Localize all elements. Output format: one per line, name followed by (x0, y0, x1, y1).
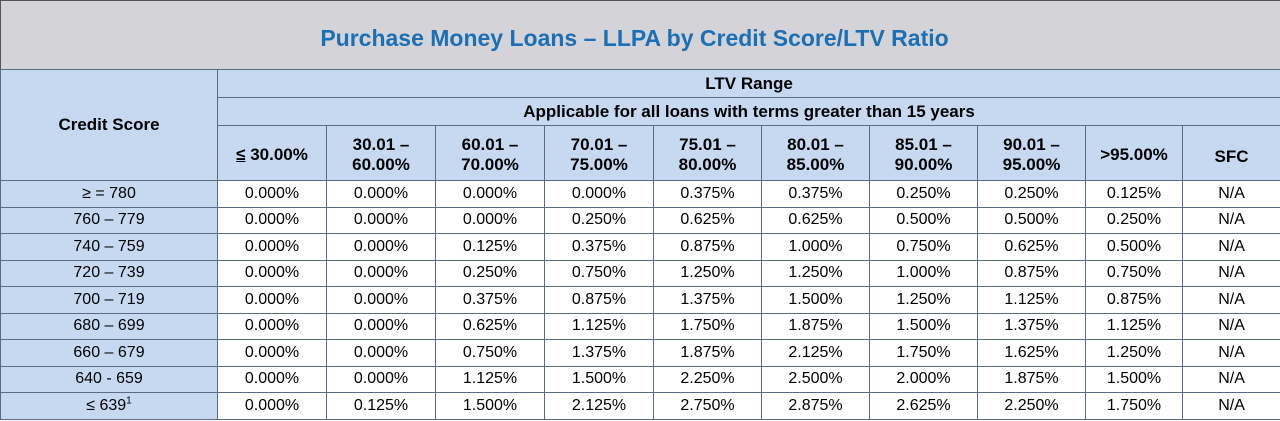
llpa-value-cell: 1.125% (978, 287, 1086, 314)
ltv-column-header (1183, 126, 1280, 181)
llpa-value-cell: 0.500% (1086, 234, 1183, 261)
column-header-line: 75.01 – (679, 134, 736, 154)
llpa-value-cell: 0.625% (436, 313, 545, 340)
ltv-column-header (762, 126, 870, 181)
llpa-value-cell: N/A (1183, 260, 1280, 287)
llpa-value-cell: 0.250% (978, 181, 1086, 208)
credit-score-cell (1, 207, 218, 234)
page-title: Purchase Money Loans – LLPA by Credit Score/LTV Ratio (320, 24, 949, 51)
llpa-value-cell: N/A (1183, 313, 1280, 340)
llpa-value-cell: 0.000% (218, 207, 327, 234)
llpa-value-cell: 0.000% (327, 287, 436, 314)
llpa-value-cell: 1.375% (654, 287, 762, 314)
llpa-value-cell: 1.750% (654, 313, 762, 340)
llpa-value-cell: 0.000% (327, 207, 436, 234)
column-header-line: 30.01 – (352, 134, 410, 154)
llpa-value-cell: 0.125% (327, 393, 436, 420)
llpa-value-cell: 0.000% (327, 181, 436, 208)
footnote-marker: 1 (126, 395, 132, 407)
table-row (1, 287, 1280, 314)
llpa-value-cell: 0.000% (218, 393, 327, 420)
table-row (1, 234, 1280, 261)
title-bar (0, 0, 1280, 70)
llpa-value-cell: 0.000% (218, 287, 327, 314)
llpa-value-cell: 0.000% (436, 181, 545, 208)
column-header-line: 90.00% (894, 154, 953, 174)
credit-score-label: 740 – 759 (73, 237, 145, 255)
llpa-value-cell: 2.625% (870, 393, 978, 420)
credit-score-cell (1, 366, 218, 393)
credit-score-header: Credit Score (1, 70, 218, 181)
llpa-value-cell: 0.750% (870, 234, 978, 261)
llpa-value-cell: 2.000% (870, 366, 978, 393)
llpa-value-cell: 0.000% (218, 181, 327, 208)
llpa-value-cell: 0.625% (762, 207, 870, 234)
llpa-value-cell: 2.875% (762, 393, 870, 420)
llpa-value-cell: 0.000% (327, 366, 436, 393)
llpa-value-cell: 0.875% (545, 287, 654, 314)
column-header-line: 70.00% (461, 154, 519, 174)
llpa-value-cell: 1.875% (762, 313, 870, 340)
llpa-value-cell: 0.000% (218, 260, 327, 287)
llpa-value-cell: 1.500% (762, 287, 870, 314)
llpa-value-cell: N/A (1183, 340, 1280, 367)
ltv-range-header: LTV Range (218, 70, 1280, 98)
llpa-value-cell: 0.000% (218, 340, 327, 367)
llpa-value-cell: N/A (1183, 366, 1280, 393)
table-row (1, 260, 1280, 287)
table-header (1, 70, 1280, 181)
llpa-value-cell: 1.125% (1086, 313, 1183, 340)
llpa-value-cell: 1.750% (870, 340, 978, 367)
column-header-line: 80.01 – (787, 134, 844, 154)
llpa-value-cell: 0.000% (327, 260, 436, 287)
llpa-value-cell: 0.875% (978, 260, 1086, 287)
llpa-value-cell: 1.500% (436, 393, 545, 420)
llpa-value-cell: 0.250% (436, 260, 545, 287)
llpa-value-cell: 0.125% (1086, 181, 1183, 208)
credit-score-label: ≤ 639 (86, 396, 127, 414)
llpa-value-cell: 1.250% (654, 260, 762, 287)
table-row (1, 366, 1280, 393)
ltv-column-header (327, 126, 436, 181)
column-header-line: 60.01 – (461, 134, 519, 154)
llpa-value-cell: 2.250% (978, 393, 1086, 420)
column-header-line: 90.01 – (1003, 134, 1060, 154)
llpa-value-cell: N/A (1183, 181, 1280, 208)
applicability-note: Applicable for all loans with terms greater than 15 years (218, 98, 1280, 126)
llpa-value-cell: 0.625% (654, 207, 762, 234)
llpa-value-cell: 0.375% (654, 181, 762, 208)
credit-score-cell (1, 181, 218, 208)
llpa-value-cell: 0.000% (218, 313, 327, 340)
table-row (1, 393, 1280, 420)
table-body (1, 181, 1280, 420)
llpa-value-cell: 0.000% (327, 313, 436, 340)
llpa-value-cell: 0.500% (870, 207, 978, 234)
llpa-value-cell: 0.250% (870, 181, 978, 208)
credit-score-label: 720 – 739 (73, 264, 145, 282)
table-row (1, 181, 1280, 208)
llpa-value-cell: 0.000% (436, 207, 545, 234)
credit-score-label: 760 – 779 (73, 211, 145, 229)
column-header-line: >95.00% (1100, 144, 1168, 164)
llpa-value-cell: 0.875% (1086, 287, 1183, 314)
ltv-column-header (1086, 126, 1183, 181)
ltv-column-header (978, 126, 1086, 181)
llpa-value-cell: 2.750% (654, 393, 762, 420)
llpa-value-cell: 0.125% (436, 234, 545, 261)
credit-score-label: 700 – 719 (73, 290, 145, 308)
ltv-column-header (545, 126, 654, 181)
llpa-value-cell: 0.250% (1086, 207, 1183, 234)
llpa-value-cell: 1.250% (870, 287, 978, 314)
ltv-column-header (654, 126, 762, 181)
llpa-value-cell: 1.500% (870, 313, 978, 340)
llpa-value-cell: 1.125% (545, 313, 654, 340)
llpa-value-cell: 1.250% (762, 260, 870, 287)
llpa-value-cell: 0.000% (218, 234, 327, 261)
llpa-value-cell: 0.000% (327, 340, 436, 367)
llpa-value-cell: 0.000% (545, 181, 654, 208)
llpa-value-cell: 0.875% (654, 234, 762, 261)
llpa-value-cell: 1.000% (762, 234, 870, 261)
llpa-value-cell: 1.875% (978, 366, 1086, 393)
column-header-line: 75.00% (570, 154, 628, 174)
llpa-value-cell: 2.250% (654, 366, 762, 393)
llpa-value-cell: N/A (1183, 393, 1280, 420)
llpa-value-cell: 1.625% (978, 340, 1086, 367)
credit-score-cell (1, 340, 218, 367)
llpa-table (0, 69, 1280, 420)
llpa-value-cell: 1.375% (545, 340, 654, 367)
credit-score-cell (1, 234, 218, 261)
llpa-value-cell: 1.500% (1086, 366, 1183, 393)
llpa-value-cell: 2.500% (762, 366, 870, 393)
column-header-line: 85.01 – (895, 134, 952, 154)
column-header-line: 80.00% (678, 154, 737, 174)
llpa-value-cell: 0.375% (436, 287, 545, 314)
ltv-column-header (218, 126, 327, 181)
llpa-value-cell: 2.125% (545, 393, 654, 420)
llpa-value-cell: 0.625% (978, 234, 1086, 261)
llpa-value-cell: 1.500% (545, 366, 654, 393)
column-header-line: SFC (1214, 147, 1249, 166)
credit-score-label: ≥ = 780 (82, 184, 136, 202)
column-header-line: 70.01 – (570, 134, 628, 154)
table-row (1, 340, 1280, 367)
column-header-line: 95.00% (1002, 154, 1061, 174)
llpa-value-cell: 0.375% (545, 234, 654, 261)
llpa-value-cell: 0.000% (218, 366, 327, 393)
credit-score-label: 680 – 699 (73, 317, 145, 335)
ltv-column-header (870, 126, 978, 181)
llpa-value-cell: 1.250% (1086, 340, 1183, 367)
llpa-value-cell: 0.500% (978, 207, 1086, 234)
llpa-value-cell: 0.000% (327, 234, 436, 261)
llpa-value-cell: 1.000% (870, 260, 978, 287)
column-header-line: 60.00% (352, 154, 410, 174)
column-header-line: ≤ 30.00% (236, 144, 308, 164)
llpa-value-cell: N/A (1183, 287, 1280, 314)
credit-score-cell (1, 287, 218, 314)
credit-score-cell (1, 313, 218, 340)
credit-score-cell (1, 260, 218, 287)
credit-score-cell (1, 393, 218, 420)
llpa-value-cell: 1.375% (978, 313, 1086, 340)
table-row (1, 313, 1280, 340)
llpa-value-cell: 0.250% (545, 207, 654, 234)
llpa-value-cell: 0.375% (762, 181, 870, 208)
ltv-column-header (436, 126, 545, 181)
llpa-value-cell: 1.875% (654, 340, 762, 367)
credit-score-label: 660 – 679 (73, 343, 145, 361)
table-row (1, 207, 1280, 234)
llpa-value-cell: 1.125% (436, 366, 545, 393)
llpa-value-cell: N/A (1183, 234, 1280, 261)
llpa-value-cell: 1.750% (1086, 393, 1183, 420)
column-header-line: 85.00% (786, 154, 845, 174)
llpa-value-cell: 2.125% (762, 340, 870, 367)
llpa-value-cell: 0.750% (436, 340, 545, 367)
llpa-value-cell: 0.750% (1086, 260, 1183, 287)
llpa-value-cell: 0.750% (545, 260, 654, 287)
llpa-value-cell: N/A (1183, 207, 1280, 234)
credit-score-label: 640 - 659 (75, 370, 143, 388)
